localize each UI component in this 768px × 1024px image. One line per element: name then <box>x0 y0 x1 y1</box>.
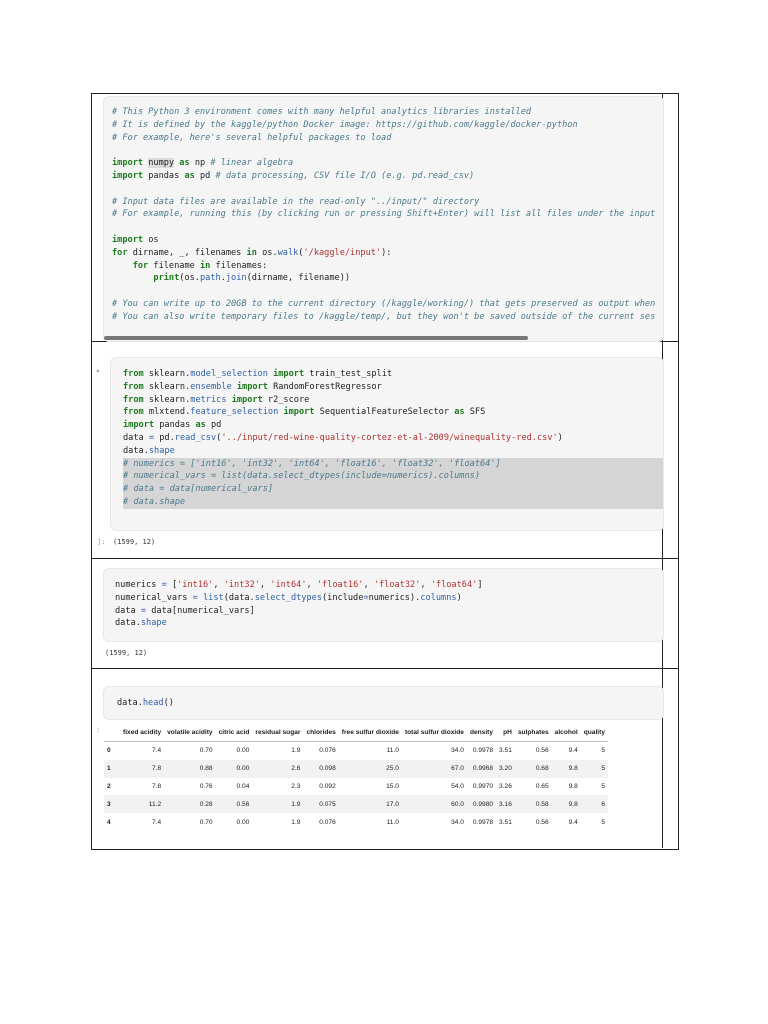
code-line: data = pd.read_csv('../input/red-wine-quality-cortez-et-al-2009/winequality-red.csv') <box>123 432 563 443</box>
column-header: citric acid <box>216 724 253 742</box>
index-header <box>104 724 120 742</box>
code-line: numerics = ['int16', 'int32', 'int64', 'float16', 'float32', 'float64'] <box>115 580 483 590</box>
column-header: total sulfur dioxide <box>402 724 467 742</box>
column-header: quality <box>581 724 608 742</box>
section-divider <box>91 668 679 669</box>
code-line: # Input data files are available in the read-only "../input/" directory <box>112 196 480 207</box>
table-cell: 0.04 <box>236 782 250 790</box>
column-header: alcohol <box>552 724 581 742</box>
table-cell: 9.4 <box>568 747 578 755</box>
table-cell: 7.8 <box>120 760 164 778</box>
cell-output: (1599, 12) <box>105 649 148 657</box>
row-index: 4 <box>107 818 111 826</box>
row-index: 0 <box>107 747 111 755</box>
code-line: # It is defined by the kaggle/python Docker image: https://github.com/kaggle/docker-python <box>112 119 578 130</box>
code-line: from sklearn.ensemble import RandomForestRegressor <box>123 381 382 392</box>
table-cell: 17.0 <box>339 795 402 813</box>
code-line: # You can write up to 20GB to the current directory (/kaggle/working/) that gets preserved as output when <box>112 298 656 309</box>
table-cell: 0.9978 <box>472 818 494 826</box>
table-row <box>104 813 608 831</box>
code-line <box>112 285 655 298</box>
code-line: data.shape <box>115 618 167 629</box>
code-cell-3[interactable] <box>103 568 664 642</box>
horizontal-scrollbar[interactable] <box>104 336 528 340</box>
table-cell: 0.58 <box>515 795 552 813</box>
column-header: volatile acidity <box>164 724 215 742</box>
code-line: import pandas as pd # data processing, CSV file I/O (e.g. pd.read_csv) <box>112 170 475 181</box>
table-row <box>104 795 608 813</box>
table-cell: 2.6 <box>252 760 303 778</box>
table-cell: 3.26 <box>499 782 512 790</box>
table-cell: 0.00 <box>216 760 253 778</box>
code-line: print(os.path.join(dirname, filename)) <box>153 273 351 284</box>
table-cell: 5 <box>601 782 605 790</box>
table-cell: 3.16 <box>496 795 515 813</box>
table-cell: 2.3 <box>291 782 301 790</box>
code-cell-2[interactable] <box>110 357 664 531</box>
table-header <box>104 724 608 742</box>
table-cell: 9.8 <box>552 795 581 813</box>
table-cell: 11.0 <box>386 818 399 826</box>
row-index: 2 <box>107 782 111 790</box>
section-divider <box>91 558 679 559</box>
code-line: numerical_vars = list(data.select_dtypes(include=numerics).columns) <box>115 592 462 603</box>
code-line: for dirname, _, filenames in os.walk('/kaggle/input'): <box>112 247 392 258</box>
table-cell: 34.0 <box>451 818 464 826</box>
table-cell: 1.9 <box>291 747 301 755</box>
table-cell: 9.8 <box>568 782 578 790</box>
code-line: from sklearn.model_selection import train_test_split <box>123 369 393 379</box>
table-cell: 3.51 <box>499 818 512 826</box>
table-cell: 0.9978 <box>472 747 494 755</box>
table-cell: 1.9 <box>252 795 303 813</box>
table-cell: 5 <box>601 818 605 826</box>
table-cell: 0.56 <box>535 747 549 755</box>
table-cell: 0.56 <box>535 818 549 826</box>
table-cell: 0.092 <box>319 782 336 790</box>
table-cell: 6 <box>581 795 608 813</box>
code-line: # numerics = ['int16', 'int32', 'int64', 'float16', 'float32', 'float64'] <box>123 458 663 471</box>
table-cell: 7.4 <box>151 818 162 826</box>
code-line: import os <box>112 234 159 245</box>
table-cell: 60.0 <box>402 795 467 813</box>
table-cell: 11.2 <box>120 795 164 813</box>
code-line: data = data[numerical_vars] <box>115 605 255 616</box>
table-cell: 5 <box>581 760 608 778</box>
table-row <box>104 742 608 760</box>
table-cell: 54.0 <box>451 782 464 790</box>
code-line: # data.shape <box>123 496 663 509</box>
table-cell: 0.9980 <box>467 795 496 813</box>
execution-prompt: ]: <box>97 538 106 546</box>
table-cell: 0.70 <box>199 818 213 826</box>
code-cell-1[interactable] <box>103 96 664 342</box>
row-index: 3 <box>104 795 120 813</box>
code-line: # data = data[numerical_vars] <box>123 483 663 496</box>
code-line <box>112 183 655 196</box>
code-line: for filename in filenames: <box>132 260 268 271</box>
code-cell-4[interactable] <box>103 686 664 720</box>
code-editor[interactable] <box>123 368 663 509</box>
table-row <box>104 778 608 796</box>
column-header: pH <box>496 724 515 742</box>
table-cell: 3.51 <box>499 747 512 755</box>
table-cell: 0.076 <box>319 818 336 826</box>
execution-prompt: : <box>96 726 101 734</box>
table-cell: 1.9 <box>291 818 301 826</box>
code-line: import numpy as np # linear algebra <box>112 158 294 169</box>
table-cell: 0.65 <box>535 782 549 790</box>
code-line: import pandas as pd <box>123 420 222 431</box>
table-cell: 11.0 <box>386 747 399 755</box>
table-cell: 0.76 <box>199 782 213 790</box>
column-header: sulphates <box>515 724 552 742</box>
code-line <box>112 221 655 234</box>
table-cell: 0.9968 <box>467 760 496 778</box>
table-cell: 0.28 <box>164 795 215 813</box>
code-line: from mlxtend.feature_selection import SequentialFeatureSelector as SFS <box>123 407 486 418</box>
code-line: from sklearn.metrics import r2_score <box>123 394 310 405</box>
column-header: density <box>467 724 496 742</box>
table-cell: 0.68 <box>515 760 552 778</box>
table-cell: 0.9970 <box>472 782 494 790</box>
code-editor[interactable] <box>112 106 655 324</box>
table-cell: 7.4 <box>151 747 162 755</box>
column-header: chlorides <box>303 724 338 742</box>
table-row <box>104 760 608 778</box>
table-cell: 67.0 <box>402 760 467 778</box>
code-line: # For example, here's several helpful packages to load <box>112 132 392 143</box>
table-cell: 7.8 <box>151 782 162 790</box>
code-text: data.head() <box>117 698 174 708</box>
table-cell: 0.098 <box>303 760 338 778</box>
table-cell: 0.88 <box>164 760 215 778</box>
table-cell: 34.0 <box>451 747 464 755</box>
table-cell: 0.56 <box>216 795 253 813</box>
code-editor[interactable] <box>117 697 174 710</box>
code-line <box>112 144 655 157</box>
table-cell: 9.8 <box>552 760 581 778</box>
column-header: fixed acidity <box>120 724 164 742</box>
table-cell: 15.0 <box>386 782 399 790</box>
row-index: 1 <box>104 760 120 778</box>
code-editor[interactable] <box>115 579 483 630</box>
table-cell: 0.00 <box>236 818 250 826</box>
table-cell: 9.4 <box>568 818 578 826</box>
table-cell: 0.70 <box>199 747 213 755</box>
table-cell: 0.076 <box>319 747 336 755</box>
code-line: data.shape <box>123 445 175 456</box>
table-cell: 5 <box>601 747 605 755</box>
column-header: free sulfur dioxide <box>339 724 402 742</box>
code-line: # This Python 3 environment comes with many helpful analytics libraries installed <box>112 107 532 117</box>
table-cell: 0.075 <box>303 795 338 813</box>
dataframe-output <box>104 724 608 831</box>
code-line: # You can also write temporary files to /kaggle/temp/, but they won't be saved outside of the current ses <box>112 311 656 322</box>
run-cell-icon[interactable]: ▸ <box>96 366 101 375</box>
code-line: # For example, running this (by clicking run or pressing Shift+Enter) will list all files under the input <box>112 209 656 220</box>
table-cell: 0.00 <box>236 747 250 755</box>
table-cell: 25.0 <box>339 760 402 778</box>
column-header: residual sugar <box>252 724 303 742</box>
table-cell: 3.20 <box>496 760 515 778</box>
cell-output: (1599, 12) <box>113 538 156 546</box>
code-line: # numerical_vars = list(data.select_dtypes(include=numerics).columns) <box>123 470 663 483</box>
